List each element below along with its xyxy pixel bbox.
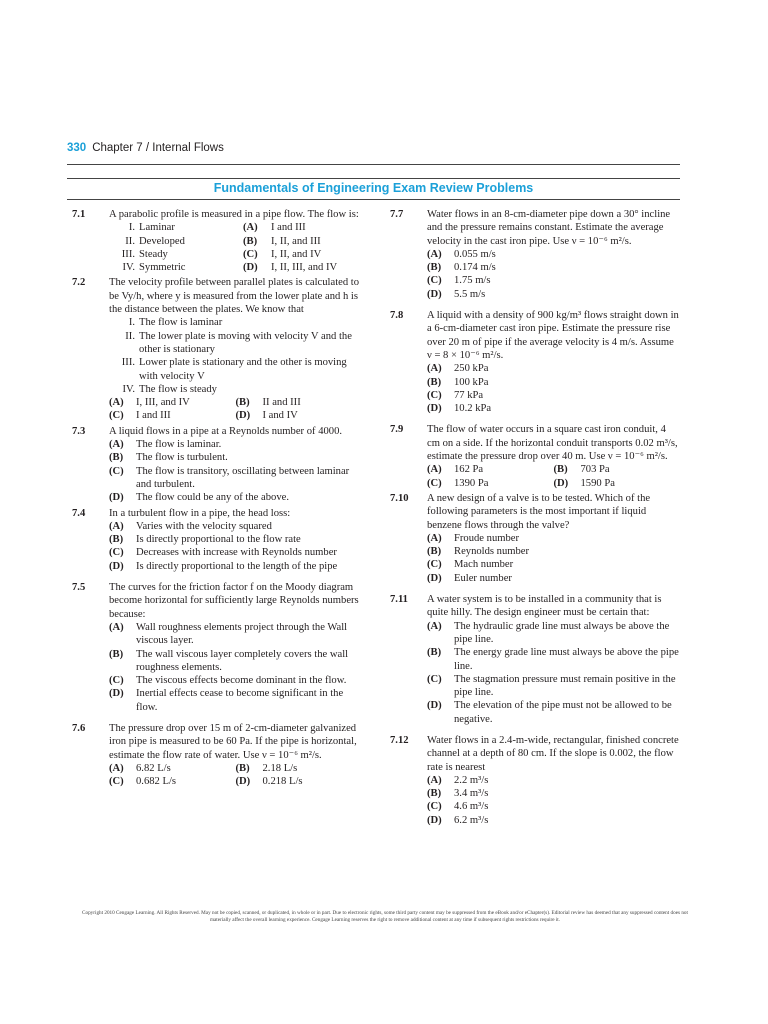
problem-7-2 (72, 276, 362, 422)
list-item: III. Lower plate is stationary and the other is moving with velocity V (121, 357, 347, 382)
answer-row (109, 775, 362, 788)
option-a: (A) Wall roughness elements project through the Wall viscous layer. (109, 621, 348, 647)
option-c: (C) The stagmation pressure must remain positive in the pipe line. (427, 673, 676, 699)
problem-text: The velocity profile between parallel plates is calculated to be Vy/h, where y is measured from the lower plate and h is the distance between the plates. We know that (109, 277, 360, 316)
problem-number: 7.5 (72, 582, 86, 594)
option-c: (C) The flow is transitory, oscillating between laminar and turbulent. (109, 465, 350, 490)
option-a: (A) 6.82 L/s (109, 762, 171, 774)
problem-text: The curves for the friction factor f on the Moody diagram become horizontal for sufficiently large Reynolds numbers because: (109, 582, 359, 620)
problem-text: Water flows in an 8-cm-diameter pipe down a 30° incline and the pressure remains constant. Estimate the average velocity in the cast iron pipe. Use ν = 10⁻⁶ m²/s. (427, 209, 671, 247)
option-c: (C) 77 kPa (427, 389, 484, 401)
option-c: (C) Decreases with increase with Reynolds number (109, 547, 337, 559)
problem-text: The flow of water occurs in a square cast iron conduit, 4 cm on a side. If the horizontal conduit transports 0.02 m³/s, estimate the pressure drop over 40 m. Use ν = 10⁻⁶ m²/s. (427, 424, 678, 463)
option-b: (B) The flow is turbulent. (109, 452, 228, 464)
option-a: (A) 250 kPa (427, 363, 489, 375)
right-column (390, 208, 680, 829)
list-item: IV. Symmetric (D) I, II, III, and IV (122, 262, 338, 274)
option-b: (B) Is directly proportional to the flow rate (109, 534, 301, 546)
list-item: II. The lower plate is moving with velocity V and the other is stationary (125, 330, 352, 355)
title-bottom-rule (67, 199, 680, 200)
left-column (72, 208, 362, 790)
problem-number: 7.8 (390, 310, 404, 322)
option-b: (B) 2.18 L/s (235, 762, 298, 774)
option-a: (A) Varies with the velocity squared (109, 520, 272, 532)
roman-option-list (109, 221, 362, 274)
answer-row (109, 396, 362, 409)
problem-7-10 (390, 492, 680, 585)
option-c: (C) 1.75 m/s (427, 275, 491, 287)
list-item: III. Steady (C) I, II, and IV (121, 248, 322, 260)
problem-7-6 (72, 722, 362, 788)
option-c: (C) 0.682 L/s (109, 776, 177, 788)
running-header (67, 142, 224, 154)
option-b: (B) The wall viscous layer completely covers the wall roughness elements. (109, 648, 349, 673)
page-number: 330 (67, 142, 87, 154)
option-c: (C) Mach number (427, 559, 514, 571)
problem-number: 7.2 (72, 277, 86, 289)
problem-number: 7.3 (72, 425, 86, 437)
problem-number: 7.7 (390, 209, 404, 220)
problem-7-12 (390, 734, 680, 827)
option-c: (C) 1390 Pa (427, 477, 489, 489)
option-d: (D) Is directly proportional to the length of the pipe (109, 560, 338, 572)
problem-7-9 (390, 423, 680, 489)
answer-row (427, 477, 680, 490)
problem-7-5 (72, 581, 362, 714)
problem-7-1 (72, 208, 362, 274)
problem-7-4 (72, 507, 362, 573)
option-a: (A) 162 Pa (427, 464, 484, 476)
header-rule (67, 164, 680, 165)
option-d: (D) 10.2 kPa (427, 403, 492, 415)
problem-text: A water system is to be installed in a community that is quite hilly. The design engineer must be certain that: (427, 594, 662, 619)
problem-text: A liquid with a density of 900 kg/m³ flows straight down in a 6-cm-diameter cast iron pipe. Estimate the pressure rise over 20 m of pipe if the average velocity is 4 m/s. Assume ν = 8 × 10⁻⁶ m²/s. (427, 310, 679, 361)
problem-number: 7.6 (72, 722, 86, 734)
answer-row (427, 463, 680, 476)
list-item: I. Laminar (A) I and III (128, 222, 306, 234)
problem-7-3 (72, 425, 362, 505)
title-rule (67, 178, 680, 179)
option-c: (C) The viscous effects become dominant in the flow. (109, 675, 347, 687)
option-d: (D) Inertial effects cease to become significant in the flow. (109, 688, 344, 713)
list-item: II. Developed (B) I, II, and III (125, 235, 321, 247)
copyright-footer: Copyright 2010 Cengage Learning. All Rights Reserved. May not be copied, scanned, or duplicated, in whole or in part. Due to electronic rights, some third party content may be suppressed from the eBook and/or eChapter(s). Editorial review has deemed that any suppressed content does not materially affect the overall learning experience. Cengage Learning reserves the right to remove additional content at any time if subsequent rights restrictions require it. (82, 910, 688, 923)
option-b: (B) 703 Pa (553, 464, 610, 476)
problem-text: A liquid flows in a pipe at a Reynolds number of 4000. (109, 425, 343, 437)
option-d: (D) The flow could be any of the above. (109, 492, 289, 504)
answer-row (109, 762, 362, 775)
option-a: (A) The flow is laminar. (109, 439, 222, 451)
problem-text: The pressure drop over 15 m of 2-cm-diameter galvanized iron pipe is measured to be 60 Pa. If the pipe is horizontal, estimate the flow rate of water. Use ν = 10⁻⁶ m²/s. (109, 722, 357, 761)
option-d: (D) I and IV (235, 410, 298, 422)
option-d: (D) 1590 Pa (553, 477, 615, 489)
answer-row (109, 409, 362, 422)
problem-text: In a turbulent flow in a pipe, the head loss: (109, 507, 291, 519)
problem-number: 7.9 (390, 424, 404, 436)
option-b: (B) II and III (235, 397, 301, 409)
option-a: (A) 0.055 m/s (427, 248, 496, 260)
option-c: (C) 4.6 m³/s (427, 801, 489, 813)
option-d: (D) 5.5 m/s (427, 288, 486, 300)
option-d: (D) Euler number (427, 572, 512, 584)
option-b: (B) Reynolds number (427, 546, 530, 558)
problem-text: A parabolic profile is measured in a pipe flow. The flow is: (109, 209, 359, 220)
problem-7-11 (390, 593, 680, 726)
option-a: (A) 2.2 m³/s (427, 774, 489, 786)
option-d: (D) 0.218 L/s (235, 776, 303, 788)
option-a: (A) The hydraulic grade line must always be above the pipe line. (427, 620, 670, 645)
option-c: (C) I and III (109, 410, 171, 422)
problem-number: 7.10 (390, 492, 409, 504)
problem-number: 7.11 (390, 594, 408, 606)
option-a: (A) I, III, and IV (109, 397, 190, 409)
section-title: Fundamentals of Engineering Exam Review Problems (213, 181, 534, 195)
list-item: I. The flow is laminar (128, 317, 223, 329)
option-d: (D) 6.2 m³/s (427, 814, 489, 826)
option-b: (B) 0.174 m/s (427, 262, 496, 274)
problem-number: 7.1 (72, 209, 86, 220)
option-b: (B) 100 kPa (427, 376, 489, 388)
problem-number: 7.4 (72, 507, 86, 519)
option-b: (B) The energy grade line must always be above the pipe line. (427, 647, 679, 672)
problem-7-8 (390, 309, 680, 415)
option-d: (D) The elevation of the pipe must not be allowed to be negative. (427, 700, 672, 725)
option-b: (B) 3.4 m³/s (427, 788, 489, 800)
option-a: (A) Froude number (427, 532, 520, 544)
problem-text: Water flows in a 2.4-m-wide, rectangular, finished concrete channel at a depth of 80 cm. If the slope is 0.002, the flow rate is nearest (427, 734, 679, 773)
problem-number: 7.12 (390, 734, 409, 746)
problem-text: A new design of a valve is to be tested. Which of the following parameters is the most important if liquid benzene flows through the valve? (427, 492, 651, 531)
chapter-title: Chapter 7 / Internal Flows (92, 142, 224, 154)
list-item: IV. The flow is steady (122, 383, 217, 395)
problem-7-7 (390, 208, 680, 301)
